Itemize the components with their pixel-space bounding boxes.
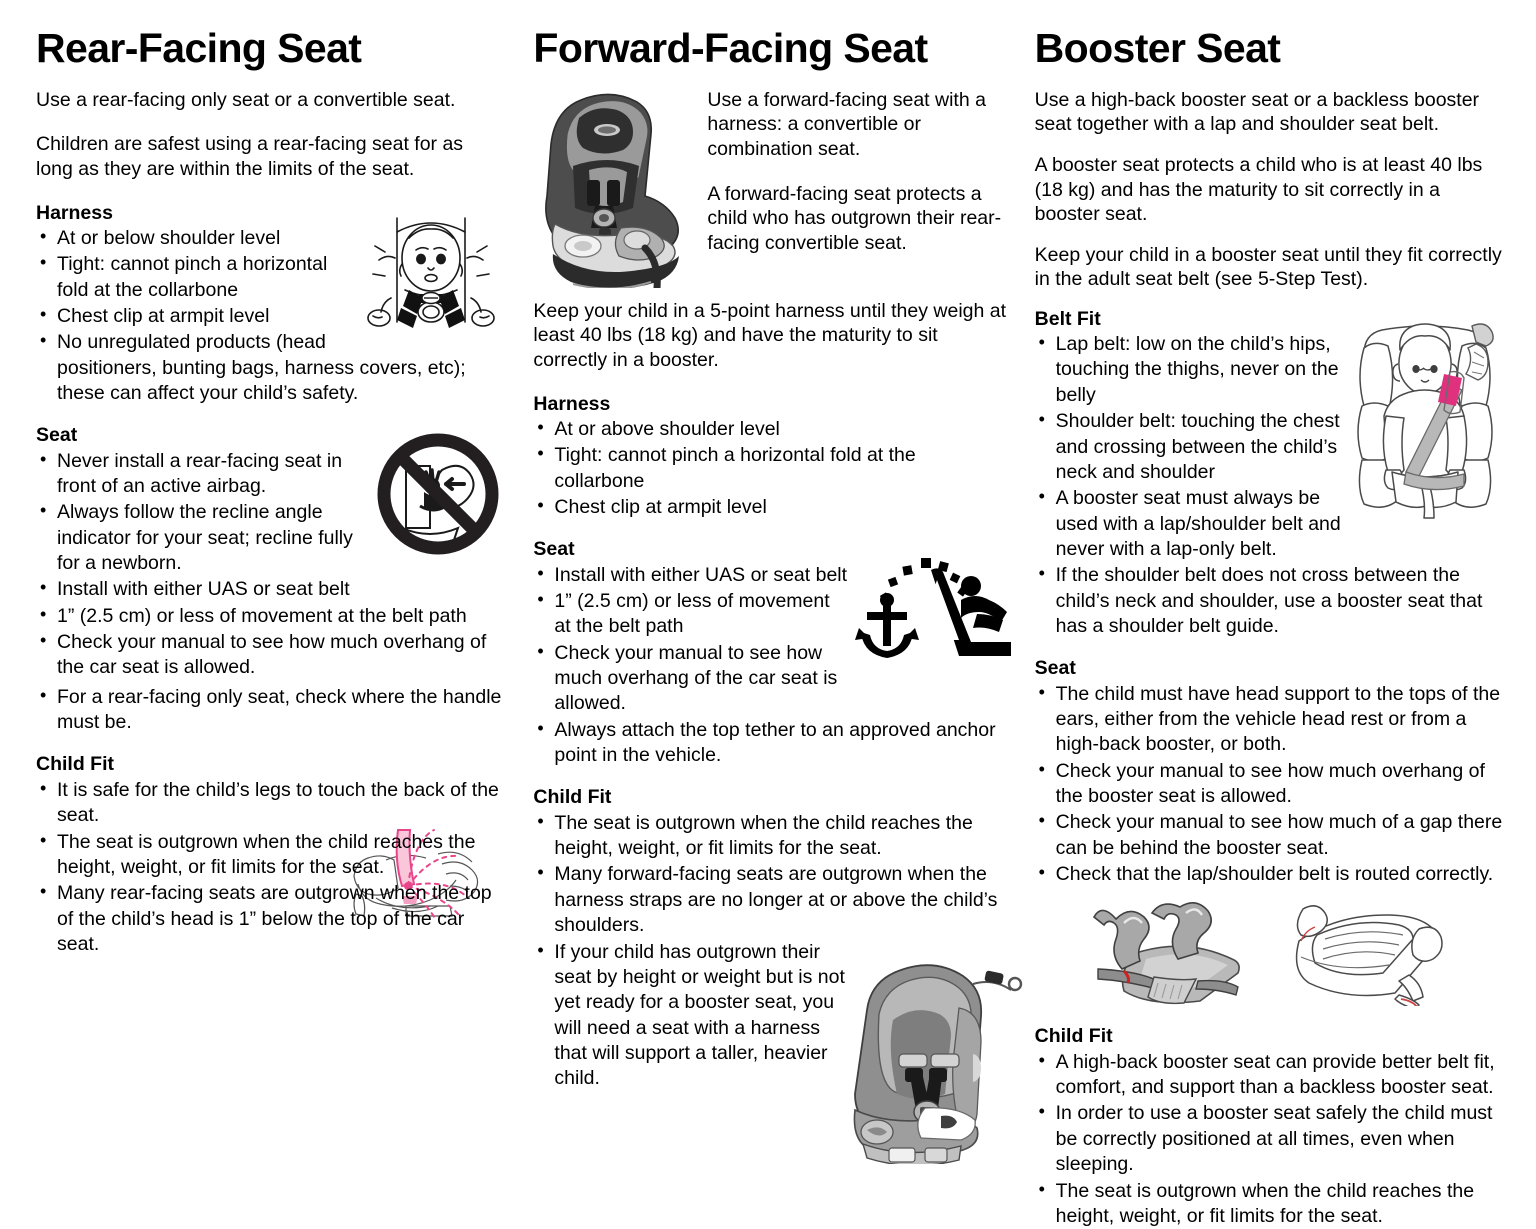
list-item: • If the shoulder belt does not cross between the child’s neck and shoulder, use a booster seat that has a shoulder belt guide. (1035, 563, 1504, 639)
list-item: • The child must have head support to the tops of the ears, either from the vehicle head rest or from a high-back booster, or both. (1035, 682, 1504, 758)
list-item: • Tight: cannot pinch a horizontal fold at the collarbone (36, 252, 501, 303)
list-item: • No unregulated products (head positioners, bunting bags, harness covers, etc); these can affect your child’s safety. (36, 330, 501, 406)
backless-booster-seat-illustration (1283, 901, 1458, 1011)
list-item: • 1” (2.5 cm) or less of movement at the belt path (36, 604, 501, 629)
list-item: • Install with either UAS or seat belt (533, 563, 854, 588)
intro-paragraph: Children are safest using a rear-facing seat for as long as they are within the limits of the seat. (36, 133, 464, 180)
child-fit-list (1035, 1050, 1504, 1229)
intro-paragraph: A booster seat protects a child who is at least 40 lbs (18 kg) and has the maturity to sit correctly in a booster seat. (1034, 153, 1483, 226)
child-fit-section (1035, 1025, 1504, 1229)
belt-fit-heading: Belt Fit (1034, 307, 1101, 330)
seat-section (1035, 657, 1504, 887)
list-item: • If your child has outgrown their seat by height or weight but is not yet ready for a booster seat, you will need a seat with a harness that will support a taller, heavier child. (533, 940, 854, 1092)
seat-list (36, 449, 501, 736)
page-title-rear-facing: Rear-Facing Seat (36, 25, 362, 71)
child-fit-list (36, 778, 501, 957)
harness-section (36, 202, 501, 425)
list-item: • Check that the lap/shoulder belt is routed correctly. (1035, 862, 1504, 887)
list-item: • A booster seat must always be used with a lap/shoulder belt and never with a lap-only belt. (1035, 486, 1356, 562)
list-item: • Chest clip at armpit level (36, 304, 501, 329)
list-item: • Always attach the top tether to an approved anchor point in the vehicle. (533, 718, 1010, 769)
intro-with-figure (533, 88, 1010, 299)
child-fit-heading: Child Fit (533, 786, 612, 809)
child-in-high-back-booster-with-belt-guide-illustration (1346, 314, 1504, 524)
list-item: • The seat is outgrown when the child reaches the height, weight, or fit limits for the seat. (36, 830, 501, 881)
booster-figures-row (1035, 901, 1504, 1011)
child-fit-section (533, 786, 1010, 1091)
child-fit-section (36, 753, 501, 957)
column-forward-facing-seat (519, 25, 1024, 1177)
list-item: • In order to use a booster seat safely the child must be correctly positioned at all times, even when sleeping. (1035, 1101, 1504, 1177)
page-title-booster: Booster Seat (1034, 25, 1281, 71)
seat-section (533, 538, 1010, 786)
child-fit-heading: Child Fit (1034, 1025, 1113, 1048)
list-item: • Shoulder belt: touching the chest and crossing between the child’s neck and shoulder (1035, 409, 1356, 485)
child-fit-heading: Child Fit (36, 753, 114, 776)
page-title-forward-facing: Forward-Facing Seat (533, 25, 928, 71)
list-item: • Always follow the recline angle indicator for your seat; recline fully for a newborn. (36, 500, 501, 576)
list-item: • Lap belt: low on the child’s hips, touching the thighs, never on the belly (1035, 332, 1356, 408)
seat-heading: Seat (533, 538, 575, 561)
list-item: • The seat is outgrown when the child reaches the height, weight, or fit limits for the seat. (1035, 1179, 1504, 1229)
seat-heading: Seat (1034, 657, 1076, 680)
intro-paragraph: Keep your child in a booster seat until they fit correctly in the adult seat belt (see 5-Step Test). (1034, 243, 1502, 291)
list-item: • Check your manual to see how much of a gap there can be behind the booster seat. (1035, 810, 1504, 861)
column-booster-seat (1025, 25, 1518, 1227)
intro-paragraph: Use a high-back booster seat or a backless booster seat together with a lap and shoulder seat belt. (1034, 88, 1480, 136)
belt-fit-section (1035, 308, 1504, 658)
list-item: • Check your manual to see how much overhang of the booster seat is allowed. (1035, 759, 1504, 810)
harness-list (533, 417, 1010, 520)
intro-paragraph: Use a rear-facing only seat or a convertible seat. (36, 88, 456, 111)
harness-heading: Harness (36, 201, 113, 224)
list-item: • Install with either UAS or seat belt (36, 577, 501, 602)
intro-paragraph: A forward-facing seat protects a child who has outgrown their rear-facing convertible seat. (707, 182, 1002, 254)
harness-heading: Harness (533, 392, 611, 415)
column-rear-facing-seat (18, 25, 519, 1177)
intro-paragraph: Use a forward-facing seat with a harness: a convertible or combination seat. (707, 88, 986, 160)
list-item: • Tight: cannot pinch a horizontal fold at the collarbone (533, 443, 1010, 494)
list-item: • Never install a rear-facing seat in front of an active airbag. (36, 449, 501, 500)
seat-list (1035, 682, 1504, 888)
list-item: • Many forward-facing seats are outgrown when the harness straps are no longer at or above the child’s shoulders. (533, 862, 1010, 938)
list-item: • At or below shoulder level (36, 226, 501, 251)
list-item: • Many rear-facing seats are outgrown when the top of the child’s head is 1” below the top of the car seat. (36, 881, 501, 957)
list-item: • At or above shoulder level (533, 417, 1010, 442)
forward-facing-combination-car-seat-illustration (533, 88, 693, 293)
list-item: • Check your manual to see how much overhang of the car seat is allowed. (533, 641, 1010, 717)
list-item: • Chest clip at armpit level (533, 495, 1010, 520)
backless-booster-with-belt-positioning-arms-illustration (1080, 901, 1255, 1011)
harness-list (36, 226, 501, 406)
forward-facing-convertible-car-seat-illustration (833, 958, 1029, 1169)
intro-paragraph: Keep your child in a 5-point harness until they weigh at least 40 lbs (18 kg) and have the maturity to sit correctly in a booster. (533, 299, 1007, 371)
seat-section (36, 424, 501, 753)
list-item: • The seat is outgrown when the child reaches the height, weight, or fit limits for the seat. (533, 811, 1010, 862)
list-item: • It is safe for the child’s legs to touch the back of the seat. (36, 778, 501, 829)
list-item: • For a rear-facing only seat, check where the handle must be. (36, 685, 501, 736)
seat-heading: Seat (36, 424, 78, 447)
list-item: • A high-back booster seat can provide better belt fit, comfort, and support than a backless booster seat. (1035, 1050, 1504, 1101)
list-item: • Check your manual to see how much overhang of the car seat is allowed. (36, 630, 501, 681)
list-item: • 1” (2.5 cm) or less of movement at the belt path (533, 589, 854, 640)
